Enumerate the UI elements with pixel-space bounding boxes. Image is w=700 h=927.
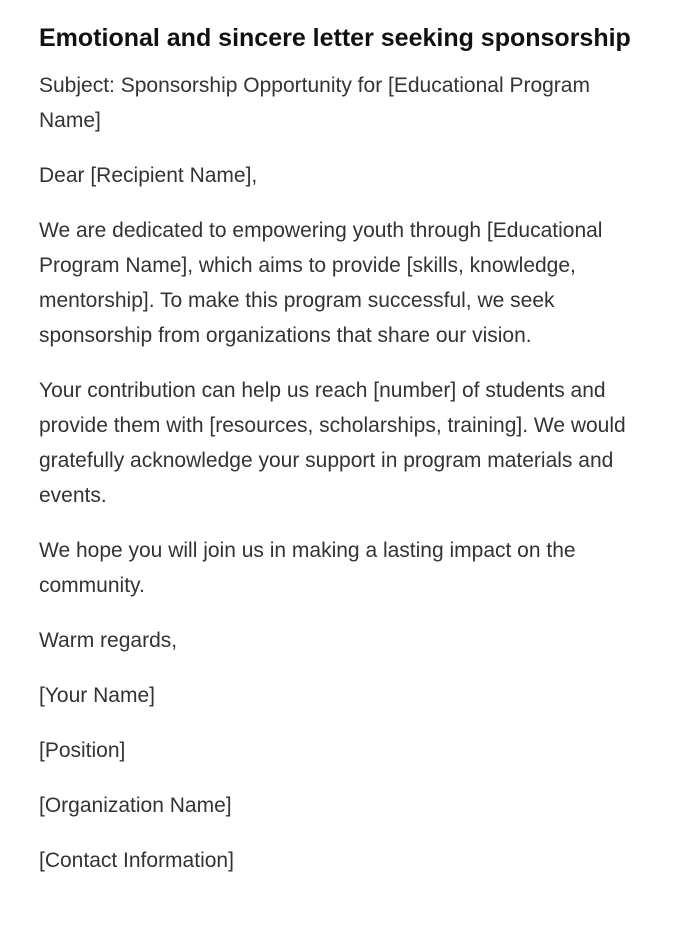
body-paragraph-2: Your contribution can help us reach [number] of students and provide them with [resources, scholarships, training]. We would gratefully acknowledge your support in program materials and events.	[39, 379, 626, 507]
closing: Warm regards,	[39, 629, 178, 652]
signature-name: [Your Name]	[39, 684, 155, 707]
letter-body	[39, 68, 639, 878]
body-paragraph-1: We are dedicated to empowering youth through [Educational Program Name], which aims to provide [skills, knowledge, mentorship]. To make this program successful, we seek sponsorship from organizations that share our vision.	[39, 219, 603, 347]
signature-contact: [Contact Information]	[39, 849, 234, 872]
page-title: Emotional and sincere letter seeking sponsorship	[39, 24, 631, 52]
signature-position: [Position]	[39, 739, 126, 762]
subject-line: Subject: Sponsorship Opportunity for [Educational Program Name]	[39, 74, 590, 132]
salutation: Dear [Recipient Name],	[39, 164, 258, 187]
body-paragraph-3: We hope you will join us in making a lasting impact on the community.	[39, 539, 576, 597]
signature-organization: [Organization Name]	[39, 794, 232, 817]
